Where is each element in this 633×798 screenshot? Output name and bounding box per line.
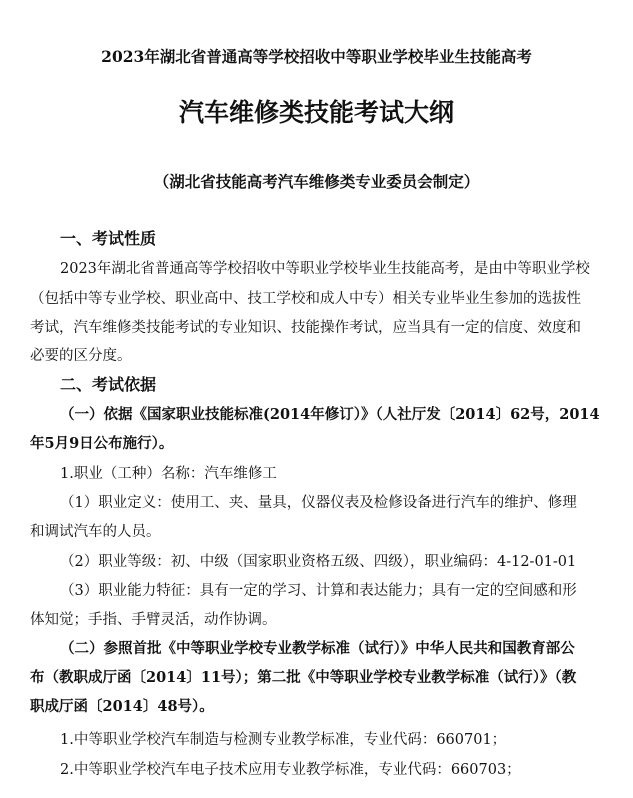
standard-item: 1.中等职业学校汽车制造与检测专业教学标准，专业代码：660701； xyxy=(60,732,507,748)
occupation-definition-line: （1）职业定义：使用工、夹、量具，仪器仪表及检修设备进行汽车的维护、修理 xyxy=(60,495,577,511)
main-title: 汽车维修类技能考试大纲 xyxy=(178,98,454,127)
paragraph-line: 考试，汽车维修类技能考试的专业知识、技能操作考试，应当具有一定的信度、效度和 xyxy=(30,320,581,336)
basis-one-line: 年5月9日公布施行）。 xyxy=(30,435,174,452)
section-heading-exam-nature: 一、考试性质 xyxy=(60,229,157,248)
paragraph-line: 2023年湖北省普通高等学校招收中等职业学校毕业生技能高考，是由中等职业学校 xyxy=(60,261,590,277)
section-heading-exam-basis: 二、考试依据 xyxy=(60,375,157,394)
paragraph-line: （包括中等专业学校、职业高中、技工学校和成人中专）相关专业毕业生参加的选拔性 xyxy=(30,291,581,307)
standard-item: 2.中等职业学校汽车电子技术应用专业教学标准，专业代码：660703； xyxy=(60,762,521,778)
occupation-level: （2）职业等级：初、中级（国家职业资格五级、四级），职业编码：4-12-01-01 xyxy=(60,554,577,570)
basis-one-line: （一）依据《国家职业技能标准(2014年修订）》（人社厅发〔2014〕62号，2014 xyxy=(60,406,600,423)
occupation-ability-line: （3）职业能力特征：具有一定的学习、计算和表达能力；具有一定的空间感和形 xyxy=(60,583,577,599)
occupation-definition-line: 和调试汽车的人员。 xyxy=(30,524,161,540)
basis-two-line: 布（教职成厅函〔2014〕11号）；第二批《中等职业学校专业教学标准（试行）》（教 xyxy=(30,669,577,686)
basis-two-line: （二）参照首批《中等职业学校专业教学标准（试行）》中华人民共和国教育部公 xyxy=(60,640,575,657)
subtitle: （湖北省技能高考汽车维修类专业委员会制定） xyxy=(153,172,480,191)
paragraph-line: 必要的区分度。 xyxy=(30,348,132,364)
basis-two-line: 职成厅函〔2014〕48号）。 xyxy=(30,698,214,715)
occupation-name: 1.职业（工种）名称：汽车维修工 xyxy=(60,466,277,482)
header-title: 2023年湖北省普通高等学校招收中等职业学校毕业生技能高考 xyxy=(101,47,532,66)
occupation-ability-line: 体知觉；手指、手臂灵活，动作协调。 xyxy=(30,612,277,628)
